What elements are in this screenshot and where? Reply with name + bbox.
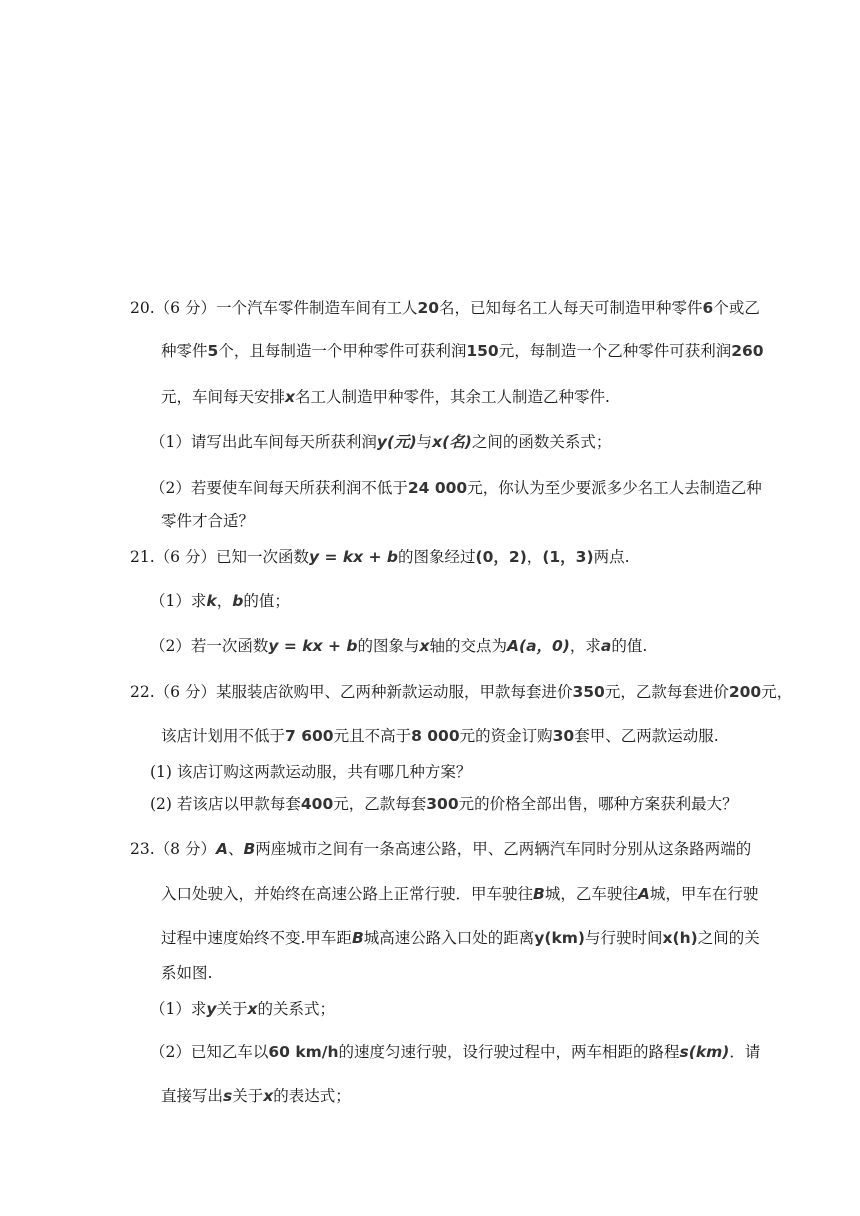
math: 400	[300, 795, 334, 813]
math: x	[263, 1087, 274, 1105]
q23-sub-2-cont	[161, 1085, 351, 1107]
text: 23.（8 分）	[130, 840, 216, 858]
text: 的值；	[243, 592, 290, 610]
text: ，	[526, 548, 543, 566]
math: k	[206, 592, 217, 610]
text: （1）求	[150, 592, 207, 610]
text: 元，乙款每套进价	[604, 683, 729, 701]
text: 20.（6 分）一个汽车零件制造车间有工人	[130, 299, 418, 317]
math: (1，3)	[542, 548, 594, 566]
text: 关于	[216, 1000, 248, 1018]
text: 元的资金订购	[459, 727, 553, 745]
q23-sub-1	[150, 998, 335, 1020]
q20-line-3	[161, 386, 610, 408]
text: 该店计划用不低于	[161, 727, 286, 745]
text: 两点.	[593, 548, 630, 566]
text: （1）求	[150, 1000, 207, 1018]
text: 种零件	[161, 342, 208, 360]
math: B	[243, 840, 256, 858]
text: （1）请写出此车间每天所获利润	[150, 433, 377, 451]
q20-sub-1	[150, 431, 611, 453]
q20-line-1	[130, 297, 760, 319]
math: b	[232, 592, 244, 610]
text: 与行驶时间	[585, 929, 663, 947]
math: 60 km/h	[268, 1043, 339, 1061]
q23-line-1	[130, 838, 751, 860]
text: 元，每制造一个乙种零件可获利润	[498, 342, 732, 360]
q21-line-1	[130, 546, 630, 568]
text: 之间的函数关系式；	[471, 433, 612, 451]
math: y(km)	[534, 929, 586, 947]
text: 之间的关	[697, 929, 760, 947]
text: 两座城市之间有一条高速公路，甲、乙两辆汽车同时分别从这条路两端的	[255, 840, 752, 858]
math: 6	[702, 299, 714, 317]
q20-line-2	[161, 340, 764, 362]
math: 260	[731, 342, 764, 360]
math: a	[600, 637, 612, 655]
q22-line-1	[130, 681, 792, 703]
text: 个，且每制造一个甲种零件可获利润	[218, 342, 467, 360]
text: 的关系式；	[257, 1000, 336, 1018]
text: 城，甲车在行驶	[649, 885, 759, 903]
text: ，求	[569, 637, 601, 655]
q22-sub-1: (1) 该店订购这两款运动服，共有哪几种方案？	[150, 763, 472, 781]
math: A	[215, 840, 228, 858]
text: 与	[416, 433, 433, 451]
math: s(km)	[679, 1043, 730, 1061]
q23-sub-2	[150, 1041, 760, 1063]
text: 元且不高于	[333, 727, 412, 745]
text: 入口处驶入，并始终在高速公路上正常行驶．甲车驶往	[161, 885, 534, 903]
math: x	[419, 637, 430, 655]
text: 元，乙款每套	[333, 795, 427, 813]
math: 5	[207, 342, 219, 360]
text: （2）若一次函数	[150, 637, 269, 655]
text: 元的价格全部出售，哪种方案获利最大？	[458, 795, 738, 813]
text: 元，	[761, 683, 793, 701]
math: 150	[466, 342, 499, 360]
math: 350	[572, 683, 605, 701]
text: 城高速公路入口处的距离	[363, 929, 535, 947]
text: 直接写出	[161, 1087, 224, 1105]
text: (2) 若该店以甲款每套	[150, 795, 301, 813]
math: x(名)	[432, 433, 472, 451]
q22-line-2	[161, 725, 719, 747]
math: 20	[417, 299, 440, 317]
text: 的表达式；	[273, 1087, 351, 1105]
q20-sub-2-cont: 零件才合适？	[161, 512, 255, 530]
q21-sub-2	[150, 635, 647, 657]
text: 个或乙	[713, 299, 760, 317]
math: y	[206, 1000, 217, 1018]
q23-line-4: 系如图.	[161, 964, 213, 982]
text: 过程中速度始终不变.甲车距	[161, 929, 352, 947]
math: 200	[728, 683, 762, 701]
text: 的图象与	[357, 637, 420, 655]
math: B	[351, 929, 364, 947]
math: 30	[552, 727, 575, 745]
text: 的速度匀速行驶，设行驶过程中，两车相距的路程	[338, 1043, 680, 1061]
math: 7 600	[285, 727, 334, 745]
q20-sub-2	[150, 477, 762, 499]
math: s	[223, 1087, 233, 1105]
math: A	[637, 885, 650, 903]
text: 名工人制造甲种零件，其余工人制造乙种零件.	[295, 388, 610, 406]
text: ．请	[729, 1043, 761, 1061]
text: 元，你认为至少要派多少名工人去制造乙种	[467, 479, 762, 497]
math: x(h)	[662, 929, 698, 947]
text: 、	[227, 840, 244, 858]
text: 关于	[232, 1087, 264, 1105]
text: 名，已知每名工人每天可制造甲种零件	[439, 299, 703, 317]
text: 套甲、乙两款运动服.	[574, 727, 719, 745]
math: (0，2)	[475, 548, 527, 566]
math: x	[247, 1000, 258, 1018]
text: 21.（6 分）已知一次函数	[130, 548, 309, 566]
math: 300	[426, 795, 459, 813]
text: 轴的交点为	[429, 637, 507, 655]
math: 8 000	[411, 727, 460, 745]
math: y(元)	[376, 433, 417, 451]
text: 城，乙车驶往	[544, 885, 638, 903]
text: （2）已知乙车以	[150, 1043, 269, 1061]
math: y = kx + b	[308, 548, 399, 566]
text: 元，车间每天安排	[161, 388, 286, 406]
q21-sub-1	[150, 590, 290, 612]
math: x	[285, 388, 296, 406]
math: B	[533, 885, 545, 903]
text: 的图象经过	[398, 548, 476, 566]
q23-line-2	[161, 883, 758, 905]
math: A(a，0)	[506, 637, 570, 655]
text: （2）若要使车间每天所获利润不低于	[150, 479, 408, 497]
math: y = kx + b	[268, 637, 358, 655]
text: ，	[216, 592, 233, 610]
q22-sub-2	[150, 793, 738, 815]
math: 24 000	[407, 479, 468, 497]
text: 22.（6 分）某服装店欲购甲、乙两种新款运动服，甲款每套进价	[130, 683, 573, 701]
text: 的值.	[611, 637, 648, 655]
q23-line-3	[161, 927, 760, 949]
